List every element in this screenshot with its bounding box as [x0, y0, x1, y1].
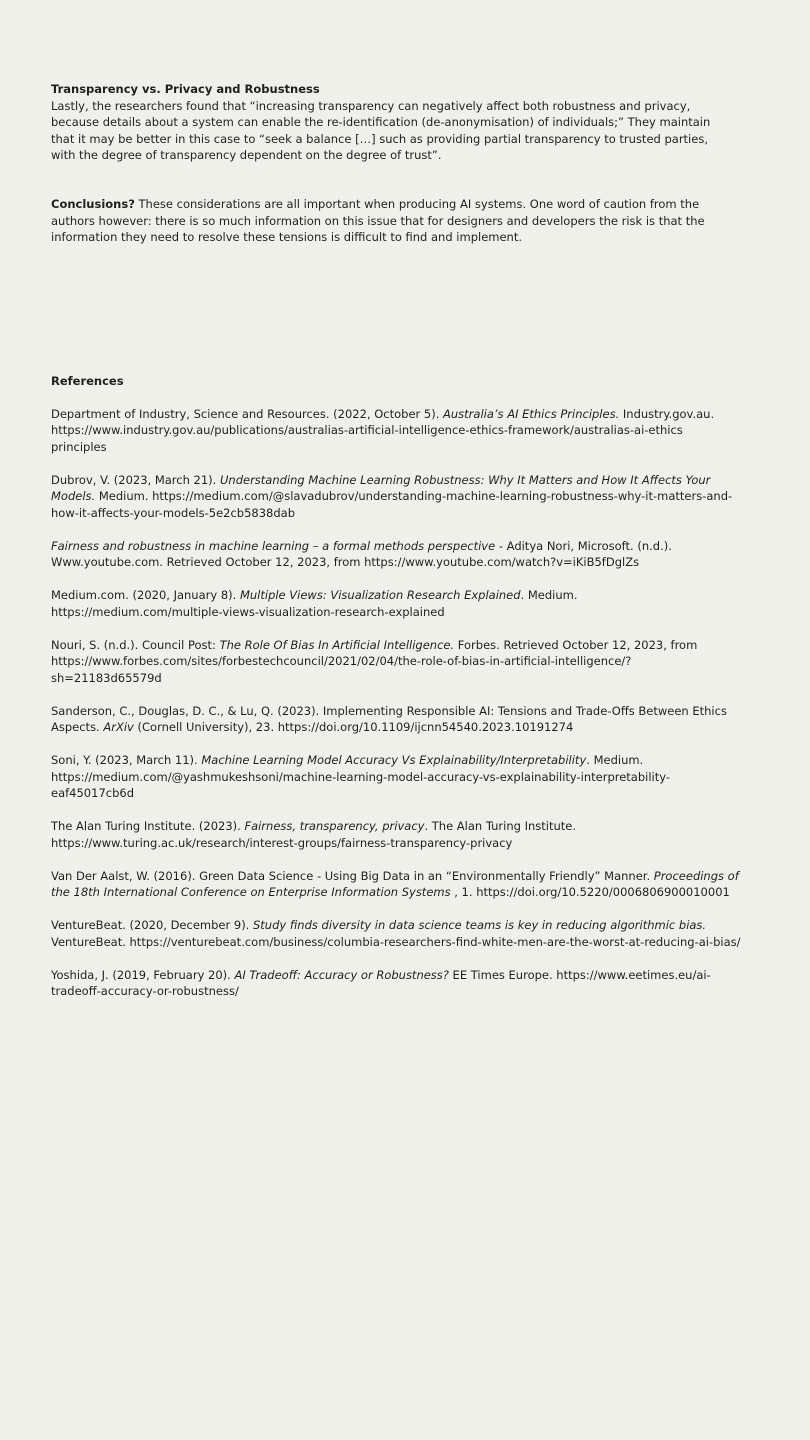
reference-text: Department of Industry, Science and Resources. (2022, October 5). — [51, 406, 444, 421]
transparency-section — [51, 81, 731, 164]
reference-title: Fairness and robustness in machine learning – a formal methods perspective — [51, 538, 496, 553]
reference-text: Sanderson, C., Douglas, D. C., & Lu, Q. (2023). Implementing Responsible AI: Tensions and Trade-Offs Between Ethics Aspects. — [51, 703, 727, 734]
reference-title: Machine Learning Model Accuracy Vs Explainability/Interpretability — [201, 753, 587, 767]
reference-text: Medium.com. (2020, January 8). — [51, 588, 240, 602]
reference-text: Soni, Y. (2023, March 11). — [51, 753, 202, 767]
reference-title: Australia’s AI Ethics Principles. — [443, 406, 620, 421]
reference-item — [51, 637, 741, 687]
conclusions-section — [51, 196, 731, 246]
reference-text: Van Der Aalst, W. (2016). Green Data Science - Using Big Data in an “Environmentally Friendly” Manner. — [51, 868, 654, 883]
reference-text: The Alan Turing Institute. (2023). — [51, 819, 245, 833]
reference-title: Multiple Views: Visualization Research Explained — [239, 588, 521, 602]
reference-item — [51, 917, 741, 950]
reference-text: Forbes. Retrieved October 12, 2023, from https://www.forbes.com/sites/forbestechcouncil/2021/02/04/the-role-of-bias-in-artificial-intelligence/?sh=21183d65579d — [51, 637, 698, 685]
reference-title: AI Tradeoff: Accuracy or Robustness? — [234, 967, 449, 982]
reference-title: Proceedings of the 18th International Conference on Enterprise Information Systems — [51, 868, 739, 899]
reference-item — [51, 587, 741, 620]
reference-item — [51, 472, 741, 522]
reference-item — [51, 818, 741, 851]
reference-title: ArXiv — [103, 720, 134, 734]
references-heading: References — [51, 374, 124, 388]
reference-title: Study finds diversity in data science teams is key in reducing algorithmic bias. — [253, 918, 707, 932]
references-section — [51, 373, 741, 1016]
reference-item — [51, 868, 741, 901]
reference-title: The Role Of Bias In Artificial Intelligence. — [219, 637, 455, 652]
reference-text: EE Times Europe. https://www.eetimes.eu/ai-tradeoff-accuracy-or-robustness/ — [51, 967, 711, 998]
reference-item — [51, 703, 741, 736]
reference-text: Nouri, S. (n.d.). Council Post: — [51, 637, 220, 652]
reference-text: VentureBeat. https://venturebeat.com/business/columbia-researchers-find-white-men-are-the-worst-at-reducing-ai-bias/ — [51, 934, 741, 949]
reference-text: VentureBeat. (2020, December 9). — [51, 918, 253, 932]
conclusions-lead: Conclusions? — [51, 197, 135, 211]
reference-text: , 1. https://doi.org/10.5220/0006806900010001 — [450, 885, 730, 899]
reference-title: Fairness, transparency, privacy — [244, 819, 425, 833]
reference-text: Medium. https://medium.com/@slavadubrov/understanding-machine-learning-robustness-why-it-matters-and-how-it-affects-your-models-5e2cb5838dab — [51, 489, 733, 520]
transparency-body: Lastly, the researchers found that “increasing transparency can negatively affect both robustness and privacy, because details about a system can enable the re-identification (de-anonymisation) of individuals;” They maintain that it may be better in this case to “seek a balance […] such as providing partial transparency to trusted parties, with the degree of transparency dependent on the degree of trust”. — [51, 98, 711, 162]
reference-item — [51, 967, 741, 1000]
reference-text: . Medium. https://medium.com/multiple-views-visualization-research-explained — [51, 588, 578, 619]
reference-text: - Aditya Nori, Microsoft. (n.d.). Www.youtube.com. Retrieved October 12, 2023, from https://www.youtube.com/watch?v=iKiB5fDglZs — [51, 538, 672, 569]
reference-item — [51, 752, 741, 802]
conclusions-body: These considerations are all important when producing AI systems. One word of caution from the authors however: there is so much information on this issue that for designers and developers the risk is that the information they need to resolve these tensions is difficult to find and implement. — [51, 197, 705, 244]
reference-item — [51, 406, 741, 456]
reference-text: . Medium. https://medium.com/@yashmukeshsoni/machine-learning-model-accuracy-vs-explainability-interpretability-eaf45017cb6d — [51, 753, 671, 800]
conclusions-paragraph — [51, 196, 731, 246]
transparency-heading: Transparency vs. Privacy and Robustness — [51, 82, 320, 96]
reference-item — [51, 538, 741, 571]
reference-text: (Cornell University), 23. https://doi.org/10.1109/ijcnn54540.2023.10191274 — [133, 720, 574, 734]
reference-text: Dubrov, V. (2023, March 21). — [51, 472, 220, 487]
reference-text: . The Alan Turing Institute. https://www.turing.ac.uk/research/interest-groups/fairness-transparency-privacy — [51, 819, 577, 850]
reference-text: Yoshida, J. (2019, February 20). — [51, 967, 235, 982]
reference-text: Industry.gov.au. https://www.industry.gov.au/publications/australias-artificial-intelligence-ethics-framework/australias-ai-ethics principles — [51, 406, 715, 454]
reference-title: Understanding Machine Learning Robustness: Why It Matters and How It Affects Your Models. — [51, 472, 711, 503]
